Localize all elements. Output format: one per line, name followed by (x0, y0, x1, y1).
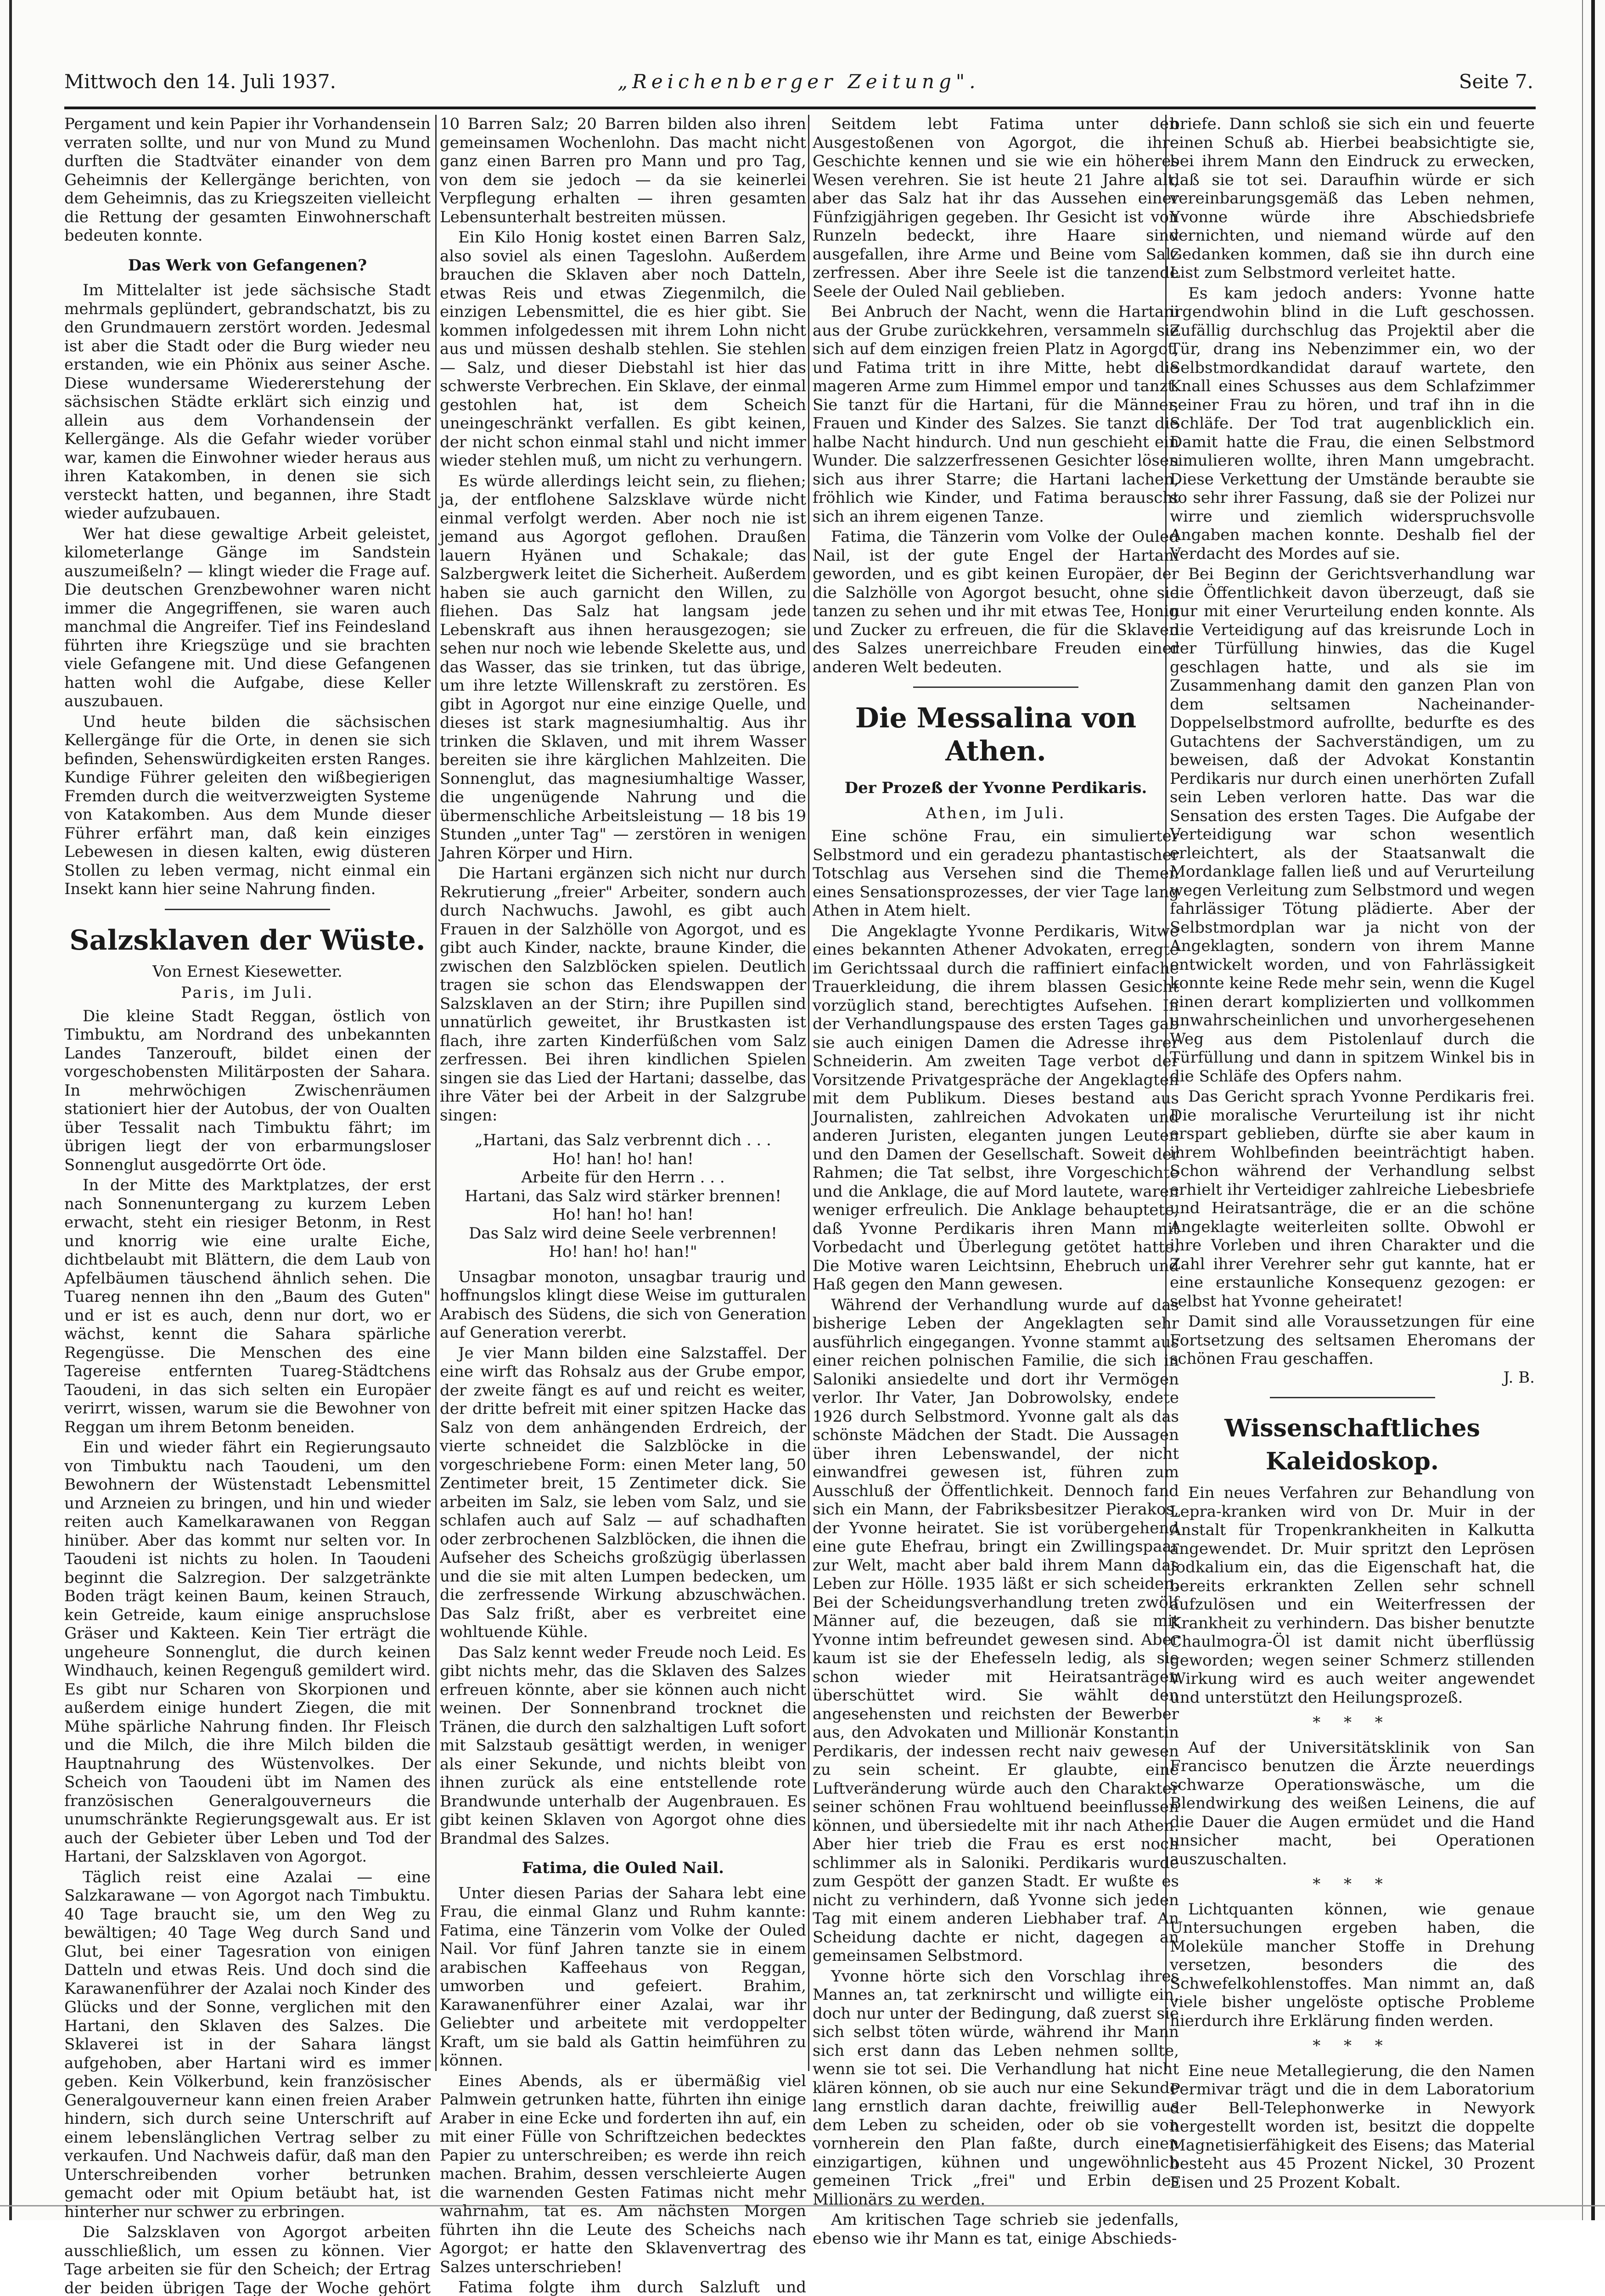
column-2 (440, 115, 806, 2296)
article-headline: Salzsklaven der Wüste. (69, 924, 426, 957)
author-signature: J. B. (1503, 1368, 1535, 1387)
article-byline: Von Ernest Kiesewetter. (152, 962, 342, 981)
article-paragraph: Bei Beginn der Gerichtsverhandlung war die Öffentlichkeit davon überzeugt, daß sie nur mit einer Verurteilung enden konnte. Als die Verteidigung auf das kreisrunde Loch in der Türfüllung hinwies, das die Kugel geschlagen hatte, und als sie im Zusammenhang damit den ganzen Plan von dem seltsamen Nacheinander-Doppelselbstmord aufrollte, bedurfte es des Gutachtens der Sachverständigen, um zu beweisen, daß der Advokat Konstantin Perdikaris nur durch einen unerhörten Zufall sein Leben verloren hatte. Das war die Sensation des ersten Tages. Die Aufgabe der Verteidigung war schon wesentlich erleichtert, als der Staatsanwalt die Mordanklage fallen ließ und auf Verurteilung wegen Verleitung zum Selbstmord und wegen fahrlässiger Tötung plädierte. Aber der Selbstmordplan war ja nicht von der Angeklagten, sondern von ihrem Manne entwickelt worden, und von Fahrlässigkeit konnte keine Rede mehr sein, wenn die Kugel einen derart komplizierten und vollkommen unwahrscheinlichen und unvorhergesehenen Weg aus dem Pistolenlauf durch die Türfüllung und dann in spitzem Winkel bis in die Schläfe des Opfers nahm. (1170, 565, 1535, 1086)
article-subtitle: Der Prozeß der Yvonne Perdikaris. (844, 779, 1147, 797)
subheading: Das Werk von Gefangenen? (128, 256, 367, 275)
article-paragraph: Eine schöne Frau, ein simulierter Selbstmord und ein geradezu phantastischer Totschlag aus Versehen sind die Themen eines Sensationsprozesses, der vier Tage lang Athen in Atem hielt. (813, 827, 1179, 920)
separator-stars: * * * (1313, 1713, 1392, 1732)
article-paragraph: Das Salz kennt weder Freude noch Leid. Es gibt nichts mehr, das die Sklaven des Salzes erfreuen könnte, aber sie können auch nicht weinen. Der Sonnenbrand trocknet die Tränen, die durch den salzhaltigen Luft sofort mit Salzstaub gesättigt werden, in weniger als einer Sekunde, und nichts bleibt von ihnen zurück als eine entstellende rote Brandwunde unterhalb der Augenbrauen. Es gibt keinen Sklaven von Agorgot ohne dies Brandmal des Salzes. (440, 1643, 806, 1848)
article-paragraph: Lichtquanten können, wie genaue Untersuchungen ergeben haben, die Moleküle mancher Stoffe in Drehung versetzen, besonders die des Schwefelkohlenstoffes. Man nimmt an, daß viele bisher ungelöste optische Probleme hierdurch ihre Erklärung finden werden. (1170, 1900, 1535, 2030)
article-paragraph: Yvonne hörte sich den Vorschlag ihres Mannes an, tat zerknirscht und willigte ein, doch nur unter der Bedingung, daß zuerst sie sich selbst töten würde, während ihr Mann sich erst dann das Leben nehmen sollte, wenn sie tot sei. Die Verhandlung hat nicht klären können, ob sie auch nur eine Sekunde lang ernstlich daran dachte, freiwillig aus dem Leben zu scheiden, oder ob sie von vornherein den Plan faßte, durch einen einzigartigen, kühnen und ungewöhnlich gemeinen Trick „frei" und Erbin des Millionärs zu werden. (813, 1967, 1179, 2209)
separator-stars: * * * (1313, 1875, 1392, 1893)
column-rule-1 (435, 115, 437, 2071)
section-rule (913, 687, 1078, 688)
masthead-rule (64, 107, 1536, 109)
article-dateline: Athen, im Juli. (926, 804, 1066, 822)
article-paragraph: Unsagbar monoton, unsagbar traurig und hoffnungslos klingt diese Weise im gutturalen Arabisch des Südens, die sich von Generation auf Generation vererbt. (440, 1267, 806, 1342)
song-line: „Hartani, das Salz verbrennt dich . . . (475, 1131, 771, 1149)
article-paragraph: Es würde allerdings leicht sein, zu fliehen; ja, der entflohene Salzsklave würde nicht einmal verfolgt werden. Aber noch nie ist jemand aus Agorgot geflohen. Draußen lauern Hyänen und Schakale; das Salzbergwerk leitet die Sicherheit. Außerdem haben sie auch garnicht den Willen, zu fliehen. Das Salz hat langsam jede Lebenskraft aus ihnen herausgezogen; sie sehen nur noch wie lebende Skelette aus, und das Wasser, das sie trinken, tut das übrige, um ihre letzte Willenskraft zu zerstören. Es gibt in Agorgot nur eine einzige Quelle, und dieses ist stark magnesiumhaltig. Aus ihr trinken die Sklaven, und mit ihrem Wasser bereiten sie ihre kärglichen Mahlzeiten. Die Sonnenglut, das magnesiumhaltige Wasser, die ungenügende Nahrung und die übermenschliche Arbeitsleistung — 18 bis 19 Stunden „unter Tag" — zerstören in wenigen Jahren Körper und Hirn. (440, 472, 806, 862)
article-paragraph: briefe. Dann schloß sie sich ein und feuerte einen Schuß ab. Hierbei beabsichtigte sie, bei ihrem Mann den Eindruck zu erwecken, daß sie tot sei. Daraufhin würde er sich vereinbarungsgemäß das Leben nehmen, Yvonne würde ihre Abschiedsbriefe vernichten, und niemand würde auf den Gedanken kommen, daß sie ihn durch eine List zum Selbstmord verleitet hatte. (1170, 115, 1535, 282)
article-paragraph: Ein Kilo Honig kostet einen Barren Salz, also soviel als einen Tageslohn. Außerdem brauchen die Sklaven aber noch Datteln, etwas Reis und etwas Ziegenmilch, die einzigen Lebensmittel, die es hier gibt. Sie kommen infolgedessen mit ihrem Lohn nicht aus und müssen deshalb stehlen. Sie stehlen — Salz, und dieser Diebstahl ist hier das schwerste Verbrechen. Ein Sklave, der einmal gestohlen hat, ist dem Scheich uneingeschränkt verfallen. Es gibt keinen, der nicht schon einmal stahl und nicht immer wieder stehlen muß, um nicht zu verhungern. (440, 228, 806, 470)
article-paragraph: Im Mittelalter ist jede sächsische Stadt mehrmals geplündert, gebrandschatzt, bis zu den Grundmauern zerstört worden. Jedesmal ist aber die Stadt oder die Burg wieder neu erstanden, wie ein Phönix aus seiner Asche. Diese wundersame Wiedererstehung der sächsischen Städte erklärt sich einzig und allein aus dem Vorhandensein der Kellergänge. Als die Gefahr wieder vorüber war, kamen die Einwohner wieder heraus aus ihren Katakomben, in denen sie sich versteckt hatten, und begannen, ihre Stadt wieder aufzubauen. (64, 281, 431, 523)
article-paragraph: Eines Abends, als er übermäßig viel Palmwein getrunken hatte, führten ihn einige Araber in eine Ecke und forderten ihn auf, ein mit einer Fülle von Schriftzeichen bedecktes Papier zu unterschreiben; es werde ihn reich machen. Brahim, dessen verschleierte Augen die warnenden Gesten Fatimas nicht mehr wahrnahm, tat es. Am nächsten Morgen führten ihn die Leute des Scheichs nach Agorgot; er hatte den Sklavenvertrag des Salzes unterschrieben! (440, 2071, 806, 2276)
page-number: Seite 7. (1459, 70, 1533, 93)
subheading: Fatima, die Ouled Nail. (522, 1859, 724, 1877)
article-paragraph: Die Salzsklaven von Agorgot arbeiten ausschließlich, um essen zu können. Vier Tage arbeiten sie für den Scheich; der Ertrag der beiden übrigen Tage der Woche gehört (64, 2223, 431, 2296)
article-paragraph: Fatima folgte ihm durch Salzluft und (458, 2278, 806, 2296)
article-paragraph: Während der Verhandlung wurde auf das bisherige Leben der Angeklagten sehr ausführlich eingegangen. Yvonne stammt aus einer reichen polnischen Familie, die sich in Saloniki ansiedelte und dort ihr Vermögen verlor. Ihr Vater, Jan Dobrowolsky, endete 1926 durch Selbstmord. Yvonne galt als das schönste Mädchen der Stadt. Die Aussagen über ihren Lebenswandel, der nicht einwandfrei gewesen ist, führen zum Ausschluß der Öffentlichkeit. Dennoch fand sich ein Mann, der Fabriksbesitzer Pierakos, der Yvonne heiratet. Sie ist vorübergehend eine gute Ehefrau, bringt ein Zwillingspaar zur Welt, macht aber bald ihrem Mann das Leben zur Hölle. 1935 läßt er sich scheiden. Bei der Scheidungsverhandlung treten zwölf Männer auf, die bezeugen, daß sie mit Yvonne intim befreundet gewesen sind. Aber kaum ist sie der Ehefesseln ledig, als sie schon wieder mit Heiratsanträgen überschüttet wird. Sie wählt den angesehensten und reichsten der Bewerber aus, den Advokaten und Millionär Konstantin Perdikaris, der indessen recht naiv gewesen zu sein scheint. Er glaubte, eine Luftveränderung würde auch den Charakter seiner schönen Frau wohltuend beeinflussen können, und übersiedelte mit ihr nach Athen. Aber hier trieb die Frau es erst noch schlimmer als in Saloniki. Perdikaris wurde zum Gespött der ganzen Stadt. Er wußte es nicht zu verhindern, daß Yvonne sich jeden Tag mit einem anderen Liebhaber traf. An Scheidung dachte er nicht, dagegen an gemeinsamen Selbstmord. (813, 1295, 1179, 1965)
article-paragraph: Bei Anbruch der Nacht, wenn die Hartani aus der Grube zurückkehren, versammeln sie sich auf dem einzigen freien Platz in Agorgot, und Fatima tritt in ihre Mitte, hebt die mageren Arme zum Himmel empor und tanzt. Sie tanzt für die Hartani, für die Männer, Frauen und Kinder des Salzes. Sie tanzt die halbe Nacht hindurch. Und nun geschieht ein Wunder. Die salzzerfressenen Gesichter lösen sich aus ihrer Starre; die Hartani lachen, fröhlich wie Kinder, und Fatima berauscht sich an ihrem eigenen Tanze. (813, 303, 1179, 526)
scan-edge-left (9, 0, 12, 2220)
song-line: Das Salz wird deine Seele verbrennen! (469, 1224, 777, 1243)
article-paragraph: Täglich reist eine Azalai — eine Salzkarawane — von Agorgot nach Timbuktu. 40 Tage braucht sie, um den Weg zu bewältigen; 40 Tage Weg durch Sand und Glut, bei einer Tagesration von einigen Datteln und etwas Reis. Und doch sind die Karawanenführer der Azalai noch Kinder des Glücks und der Sonne, verglichen mit den Hartani, den Sklaven des Salzes. Die Sklaverei ist in der Sahara längst aufgehoben, aber Hartani wird es immer geben. Kein Völkerbund, kein französischer Generalgouverneur kann einen freien Araber hindern, sich durch seine Unterschrift auf einem lebenslänglichen Vertrag selber zu verkaufen. Und Nachweis dafür, daß man den Unterschreibenden vorher betrunken gemacht oder mit Opium betäubt hat, ist hinterher nur schwer zu erbringen. (64, 1868, 431, 2221)
article-paragraph: Und heute bilden die sächsischen Kellergänge für die Orte, in denen sie sich befinden, Sehenswürdigkeiten ersten Ranges. Kundige Führer geleiten den wißbegierigen Fremden durch die weitverzweigten Systeme von Katakomben. Aus dem Munde dieser Führer erfährt man, daß kein einziges Lebewesen in diesen kalten, ewig düsteren Stollen zu leben vermag, nicht einmal ein Insekt kann hier seine Nahrung finden. (64, 712, 431, 898)
article-paragraph: Es kam jedoch anders: Yvonne hatte irgendwohin blind in die Luft geschossen. Zufällig durchschlug das Projektil aber die Tür, drang ins Nebenzimmer ein, wo der Selbstmordkandidat darauf wartete, den Knall eines Schusses aus dem Schlafzimmer seiner Frau zu hören, und traf ihn in die Schläfe. Der Tod trat augenblicklich ein. Damit hatte die Frau, die einen Selbstmord simulieren wollte, ihren Mann umgebracht. Diese Verkettung der Umstände beraubte sie so sehr ihrer Fassung, daß sie der Polizei nur wirre und ziemlich widerspruchsvolle Angaben machen konnte. Deshalb fiel der Verdacht des Mordes auf sie. (1170, 284, 1535, 563)
article-paragraph: Fatima, die Tänzerin vom Volke der Ouled Nail, ist der gute Engel der Hartani geworden, und es gibt keinen Europäer, der die Salzhölle von Agorgot besucht, ohne sie tanzen zu sehen und ihr mit etwas Tee, Honig und Zucker zu erfreuen, die für die Sklaven des Salzes unerreichbare Freuden einer anderen Welt bedeuten. (813, 528, 1179, 676)
article-paragraph: Damit sind alle Voraussetzungen für eine Fortsetzung des seltsamen Eheromans der schönen Frau geschaffen. (1170, 1312, 1535, 1368)
scan-edge-right (1591, 0, 1595, 2220)
article-paragraph: In der Mitte des Marktplatzes, der erst nach Sonnenuntergang zu kurzem Leben erwacht, steht ein riesiger Betonm, in Rest und knorrig wie eine uralte Eiche, dichtbelaubt mit Blättern, die dem Laub von Apfelbäumen täuschend ähnlich sehen. Die Tuareg nennen ihn den „Baum des Guten" und er ist es auch, denn nur dort, wo er wächst, kennt die Sahara spärliche Regengüsse. Die Menschen des eine Tagereise entfernten Tuareg-Städtchens Taoudeni, in das sich selten ein Europäer verirrt, wissen, warum sie die Bewohner von Reggan um ihrem Betonm beneiden. (64, 1176, 431, 1436)
article-paragraph: 10 Barren Salz; 20 Barren bilden also ihren gemeinsamen Wochenlohn. Das macht nicht ganz einen Barren pro Mann und pro Tag, von dem sie jedoch — da sie keinerlei Verpflegung erhalten — ihren gesamten Lebensunterhalt bestreiten müssen. (440, 115, 806, 226)
article-paragraph: Am kritischen Tage schrieb sie jedenfalls, ebenso wie ihr Mann es tat, einige Abschieds- (813, 2211, 1179, 2248)
article-paragraph: Die Hartani ergänzen sich nicht nur durch Rekrutierung „freier" Arbeiter, sondern auch durch Nachwuchs. Jawohl, es gibt auch Frauen in der Salzhölle von Agorgot, und es gibt auch Kinder, nackte, braune Kinder, die zwischen den Salzblöcken spielen. Deutlich tragen sie schon das Elendswappen der Salzsklaven an der Stirn; ihre Pupillen sind unnatürlich geweitet, ihr Brustkasten ist flach, ihre zarten Kinderfüßchen vom Salz zerfressen. Bei ihren kindlichen Spielen singen sie das Lied der Hartani; dasselbe, das ihre Väter bei der Arbeit in der Salzgrube singen: (440, 864, 806, 1125)
masthead (64, 68, 1533, 100)
article-paragraph: Das Gericht sprach Yvonne Perdikaris frei. Die moralische Verurteilung ist ihr nicht erspart geblieben, dürfte sie aber kaum in ihrem Wohlbefinden beeinträchtigt haben. Schon während der Verhandlung selbst erhielt ihr Verteidiger zahlreiche Liebesbriefe und Heiratsanträge, die er an die schöne Angeklagte weiterleiten sollte. Obwohl er ihre Vorleben und ihren Charakter und die Zahl ihrer Verehrer sehr gut kannte, hat er eine erstaunliche Konsequenz gezogen: er selbst hat Yvonne geheiratet! (1170, 1087, 1535, 1311)
song-line: Ho! han! ho! han! (552, 1205, 694, 1224)
article-headline: Die Messalina von Athen. (855, 702, 1137, 767)
song-line: Ho! han! ho! han!" (549, 1243, 697, 1261)
article-paragraph: Ein neues Verfahren zur Behandlung von Lepra-kranken wird von Dr. Muir in der Anstalt für Tropenkrankheiten in Kalkutta angewendet. Dr. Muir spritzt den Leprösen Jodkalium ein, das die Eigenschaft hat, die bereits erkrankten Zellen sehr schnell aufzulösen und ein Weiterfressen der Krankheit zu verhindern. Das bisher benutzte Chaulmogra-Öl ist damit nicht überflüssig geworden; wegen seiner Schmerz stillenden Wirkung wird es auch weiter angewendet und unterstützt den Heilungsprozeß. (1170, 1484, 1535, 1707)
section-rule (165, 909, 330, 910)
article-paragraph: Auf der Universitätsklinik von San Francisco benutzen die Ärzte neuerdings schwarze Operationswäsche, um die Blendwirkung des weißen Leinens, die auf die Dauer die Augen ermüdet und die Hand unsicher macht, bei Operationen auszuschalten. (1170, 1738, 1535, 1868)
song-line: Ho! han! ho! han! (552, 1149, 694, 1168)
section-rule (1270, 1397, 1435, 1398)
song-verse (440, 1131, 806, 1261)
article-paragraph: Seitdem lebt Fatima unter den Ausgestoßenen von Agorgot, die ihre Geschichte kennen und sie wie ein höheres Wesen verehren. Sie ist heute 21 Jahre alt, aber das Salz hat ihr das Aussehen einer Fünfzigjährigen gegeben. Ihr Gesicht ist von Runzeln bedeckt, ihre Haare sind ausgefallen, ihre Arme und Beine vom Salz zerfressen. Aber ihre Seele ist die tanzende Seele der Ouled Nail geblieben. (813, 115, 1179, 301)
song-line: Hartani, das Salz wird stärker brennen! (465, 1187, 781, 1205)
article-paragraph: Ein und wieder fährt ein Regierungsauto von Timbuktu nach Taoudeni, um den Bewohnern der Wüstenstadt Lebensmittel und Arzneien zu bringen, und hin und wieder reiten auch Kamelkarawanen von Reggan hinüber. Aber das kommt nur selten vor. In Taoudeni ist nichts zu holen. In Taoudeni beginnt die Salzregion. Der salzgetränkte Boden trägt keinen Baum, keinen Strauch, kein Getreide, kaum einige anspruchslose Gräser und Kakteen. Kein Tier erträgt die ungeheure Sonnenglut, die durch keinen Windhauch, keinen Regenguß gemildert wird. Es gibt nur Scharen von Skorpionen und außerdem einige hundert Ziegen, die mit Mühe spärliche Nahrung finden. Ihr Fleisch und die Milch, die ihre Milch bilden die Hauptnahrung des Wüstenvolkes. Der Scheich von Taoudeni übt im Namen des französischen Generalgouverneurs die unumschränkte Regierungsgewalt aus. Er ist auch der Gebieter über Leben und Tod der Hartani, der Salzsklaven von Agorgot. (64, 1438, 431, 1866)
column-1 (64, 115, 431, 2296)
column-rule-2 (808, 115, 809, 2071)
article-paragraph: Die kleine Stadt Reggan, östlich von Timbuktu, am Nordrand des unbekannten Landes Tanzerouft, bildet einen der vorgeschobensten Militärposten der Sahara. In mehrwöchigen Zwischenräumen stationiert hier der Autobus, der von Oualten über Tessalit nach Timbuktu fährt; im übrigen liegt der von erbarmungsloser Sonnenglut ausgedörrte Ort öde. (64, 1007, 431, 1174)
article-headline: Wissenschaftliches Kaleidoskop. (1224, 1414, 1480, 1475)
article-paragraph: Eine neue Metallegierung, die den Namen Permivar trägt und die in dem Laboratorium der Bell-Telephonwerke in Newyork hergestellt worden ist, besitzt die doppelte Magnetisierfähigkeit des Eisens; das Material besteht aus 45 Prozent Nickel, 30 Prozent Eisen und 25 Prozent Kobalt. (1170, 2061, 1535, 2192)
issue-date: Mittwoch den 14. Juli 1937. (64, 70, 336, 93)
article-paragraph: Je vier Mann bilden eine Salzstaffel. Der eine wirft das Rohsalz aus der Grube empor, der zweite fängt es auf und reicht es weiter, der dritte befreit mit einer spitzen Hacke das Salz von dem anhängenden Erdreich, der vierte schneidet die Salzblöcke in die vorgeschriebene Form: einen Meter lang, 50 Zentimeter breit, 15 Zentimeter dick. Sie arbeiten im Salz, sie leben vom Salz, und sie schlafen auch auf Salz — auf schadhaften oder zerbrochenen Salzblöcken, die ihnen die Aufseher des Scheichs großzügig überlassen und die sie mit alten Lumpen bedecken, um die zerfressende Wirkung abzuschwächen. Das Salz frißt, aber es verbreitet eine wohltuende Kühle. (440, 1344, 806, 1641)
newspaper-name: „Reichenberger Zeitung". (617, 70, 980, 93)
article-paragraph: Pergament und kein Papier ihr Vorhandensein verraten sollte, und nur von Mund zu Mund durften die Stadtväter einander von dem Geheimnis der Kellergänge berichten, von dem Geheimnis, das zu Kriegszeiten vielleicht die Rettung der gesamten Einwohnerschaft bedeuten konnte. (64, 115, 431, 245)
column-4 (1170, 115, 1535, 2192)
separator-stars: * * * (1313, 2037, 1392, 2055)
scan-edge-right-inner (1582, 0, 1583, 2220)
article-paragraph: Wer hat diese gewaltige Arbeit geleistet, kilometerlange Gänge im Sandstein auszumeißeln? — klingt wieder die Frage auf. Die deutschen Grenzbewohner waren nicht immer die Angegriffenen, sie waren auch manchmal die Angreifer. Tief ins Feindesland führten ihre Kriegszüge und sie brachten viele Gefangene mit. Und diese Gefangenen hatten wohl die Aufgabe, diese Keller auszubauen. (64, 524, 431, 710)
song-line: Arbeite für den Herrn . . . (521, 1168, 725, 1187)
article-paragraph: Unter diesen Parias der Sahara lebt eine Frau, die einmal Glanz und Ruhm kannte: Fatima, eine Tänzerin vom Volke der Ouled Nail. Vor fünf Jahren tanzte sie in einem arabischen Kaffeehaus von Reggan, umworben und gefeiert. Brahim, Karawanenführer einer Azalai, war ihr Geliebter und arbeitete mit verdoppelter Kraft, um sie bald als Gattin heimführen zu können. (440, 1884, 806, 2070)
column-3 (813, 115, 1179, 2248)
article-dateline: Paris, im Juli. (181, 984, 314, 1002)
article-paragraph: Die Angeklagte Yvonne Perdikaris, Witwe eines bekannten Athener Advokaten, erregte im Gerichtssaal durch die raffiniert einfache Trauerkleidung, die ihrem blassen Gesicht vorzüglich stand, berechtigtes Aufsehen. In der Verhandlungspause des ersten Tages gab sie auch einigen Damen die Adresse ihrer Schneiderin. Am zweiten Tage verbot der Vorsitzende Privatgespräche der Angeklagten mit dem Publikum. Dieses bestand aus Journalisten, zahlreichen Advokaten und anderen Juristen, eleganten jungen Leuten und den Damen der Gesellschaft. Soweit der Rahmen; die Tat selbst, ihre Vorgeschichte und die Anklage, die auf Mord lautete, waren weniger erfreulich. Die Anklage behauptete, daß Yvonne Perdikaris ihren Mann mit Vorbedacht und Überlegung getötet hatte. Die Motive waren Leichtsinn, Ehebruch und Haß gegen den Mann gewesen. (813, 922, 1179, 1294)
